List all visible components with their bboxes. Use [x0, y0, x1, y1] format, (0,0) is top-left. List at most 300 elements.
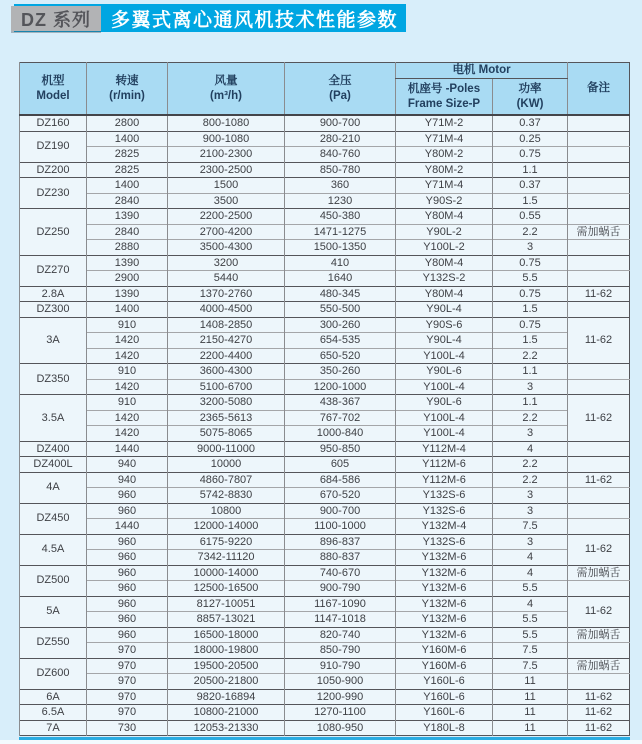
- frame-cell: Y132M-6: [396, 612, 493, 628]
- remark-cell: 需加蜗舌: [568, 627, 630, 643]
- power-cell: 0.75: [493, 255, 568, 271]
- power-cell: 0.55: [493, 209, 568, 225]
- model-cell: DZ450: [20, 503, 87, 534]
- banner: [0, 0, 642, 40]
- speed-cell: 960: [87, 488, 168, 504]
- remark-cell: [568, 488, 630, 504]
- airflow-cell: 12053-21330: [168, 720, 285, 736]
- airflow-cell: 10800: [168, 503, 285, 519]
- table-row: [20, 240, 630, 256]
- pressure-cell: 654-535: [285, 333, 396, 349]
- model-cell: 7A: [20, 720, 87, 736]
- remark-cell: [568, 519, 630, 535]
- remark-cell: [568, 457, 630, 473]
- remark-cell: 需加蜗舌: [568, 565, 630, 581]
- pressure-cell: 605: [285, 457, 396, 473]
- power-cell: 11: [493, 720, 568, 736]
- table-row: [20, 364, 630, 380]
- pressure-cell: 280-210: [285, 131, 396, 147]
- pressure-cell: 450-380: [285, 209, 396, 225]
- airflow-cell: 2700-4200: [168, 224, 285, 240]
- table-row: [20, 147, 630, 163]
- table-row: [20, 333, 630, 349]
- speed-cell: 1420: [87, 348, 168, 364]
- header-airflow: 风量 (m³/h): [168, 63, 285, 116]
- power-cell: 1.1: [493, 364, 568, 380]
- table-row: [20, 426, 630, 442]
- remark-cell: 11-62: [568, 689, 630, 705]
- model-cell: 4A: [20, 472, 87, 503]
- speed-cell: 970: [87, 689, 168, 705]
- speed-cell: 1420: [87, 426, 168, 442]
- pressure-cell: 767-702: [285, 410, 396, 426]
- speed-cell: 960: [87, 612, 168, 628]
- airflow-cell: 8857-13021: [168, 612, 285, 628]
- speed-cell: 970: [87, 674, 168, 690]
- table-row: [20, 286, 630, 302]
- speed-cell: 960: [87, 596, 168, 612]
- speed-cell: 2825: [87, 162, 168, 178]
- speed-cell: 1390: [87, 255, 168, 271]
- table-row: [20, 643, 630, 659]
- frame-cell: Y80M-2: [396, 147, 493, 163]
- frame-cell: Y80M-4: [396, 209, 493, 225]
- airflow-cell: 7342-11120: [168, 550, 285, 566]
- frame-cell: Y100L-4: [396, 410, 493, 426]
- airflow-cell: 2300-2500: [168, 162, 285, 178]
- pressure-cell: 740-670: [285, 565, 396, 581]
- remark-cell: [568, 674, 630, 690]
- model-cell: 4.5A: [20, 534, 87, 565]
- airflow-cell: 1500: [168, 178, 285, 194]
- power-cell: 7.5: [493, 519, 568, 535]
- frame-cell: Y160M-6: [396, 643, 493, 659]
- airflow-cell: 9000-11000: [168, 441, 285, 457]
- remark-cell: [568, 115, 630, 131]
- remark-cell: [568, 503, 630, 519]
- table-row: [20, 612, 630, 628]
- remark-cell: [568, 379, 630, 395]
- model-cell: DZ400: [20, 441, 87, 457]
- remark-cell: [568, 162, 630, 178]
- power-cell: 1.5: [493, 302, 568, 318]
- table-row: [20, 255, 630, 271]
- header-pressure: 全压 (Pa): [285, 63, 396, 116]
- airflow-cell: 4000-4500: [168, 302, 285, 318]
- remark-cell: [568, 643, 630, 659]
- pressure-cell: 1167-1090: [285, 596, 396, 612]
- bottom-strip: [0, 740, 642, 744]
- remark-cell: 需加蜗舌: [568, 224, 630, 240]
- pressure-cell: 900-790: [285, 581, 396, 597]
- power-cell: 5.5: [493, 581, 568, 597]
- speed-cell: 960: [87, 565, 168, 581]
- airflow-cell: 2365-5613: [168, 410, 285, 426]
- frame-cell: Y160L-6: [396, 674, 493, 690]
- airflow-cell: 3600-4300: [168, 364, 285, 380]
- table-row: [20, 348, 630, 364]
- model-cell: 6.5A: [20, 705, 87, 721]
- frame-cell: Y71M-4: [396, 131, 493, 147]
- pressure-cell: 900-700: [285, 115, 396, 131]
- table-row: [20, 178, 630, 194]
- airflow-cell: 2200-4400: [168, 348, 285, 364]
- remark-cell: [568, 302, 630, 318]
- frame-cell: Y180L-8: [396, 720, 493, 736]
- pressure-cell: 1050-900: [285, 674, 396, 690]
- model-cell: DZ600: [20, 658, 87, 689]
- frame-cell: Y112M-6: [396, 457, 493, 473]
- pressure-cell: 670-520: [285, 488, 396, 504]
- pressure-cell: 438-367: [285, 395, 396, 411]
- power-cell: 1.5: [493, 333, 568, 349]
- remark-cell: [568, 364, 630, 380]
- speed-cell: 2800: [87, 115, 168, 131]
- table-row: [20, 689, 630, 705]
- airflow-cell: 3200-5080: [168, 395, 285, 411]
- airflow-cell: 5440: [168, 271, 285, 287]
- pressure-cell: 1230: [285, 193, 396, 209]
- power-cell: 3: [493, 379, 568, 395]
- frame-cell: Y160M-6: [396, 658, 493, 674]
- airflow-cell: 3200: [168, 255, 285, 271]
- airflow-cell: 3500-4300: [168, 240, 285, 256]
- speed-cell: 970: [87, 658, 168, 674]
- table-row: [20, 115, 630, 131]
- frame-cell: Y132S-6: [396, 503, 493, 519]
- frame-cell: Y132M-4: [396, 519, 493, 535]
- frame-cell: Y132M-6: [396, 627, 493, 643]
- speed-cell: 960: [87, 503, 168, 519]
- airflow-cell: 10000: [168, 457, 285, 473]
- power-cell: 4: [493, 441, 568, 457]
- table-row: [20, 674, 630, 690]
- airflow-cell: 19500-20500: [168, 658, 285, 674]
- frame-cell: Y90L-6: [396, 395, 493, 411]
- airflow-cell: 8127-10051: [168, 596, 285, 612]
- pressure-cell: 550-500: [285, 302, 396, 318]
- table-row: [20, 209, 630, 225]
- model-cell: DZ300: [20, 302, 87, 318]
- table-row: [20, 581, 630, 597]
- speed-cell: 1440: [87, 441, 168, 457]
- header-frame-size: 机座号 -Poles Frame Size-P: [396, 79, 493, 116]
- power-cell: 3: [493, 488, 568, 504]
- power-cell: 3: [493, 426, 568, 442]
- speed-cell: 1440: [87, 519, 168, 535]
- table-row: [20, 720, 630, 736]
- power-cell: 2.2: [493, 348, 568, 364]
- table-row: [20, 565, 630, 581]
- power-cell: 0.75: [493, 317, 568, 333]
- power-cell: 0.25: [493, 131, 568, 147]
- speed-cell: 970: [87, 705, 168, 721]
- airflow-cell: 5100-6700: [168, 379, 285, 395]
- model-cell: 3A: [20, 317, 87, 364]
- remark-cell: 11-62: [568, 286, 630, 302]
- header-power: 功率 (KW): [493, 79, 568, 116]
- frame-cell: Y160L-6: [396, 689, 493, 705]
- table-row: [20, 627, 630, 643]
- pressure-cell: 1147-1018: [285, 612, 396, 628]
- table-row: [20, 457, 630, 473]
- power-cell: 1.1: [493, 162, 568, 178]
- speed-cell: 730: [87, 720, 168, 736]
- remark-cell: [568, 131, 630, 147]
- power-cell: 3: [493, 503, 568, 519]
- pressure-cell: 1270-1100: [285, 705, 396, 721]
- remark-cell: [568, 240, 630, 256]
- power-cell: 1.5: [493, 193, 568, 209]
- frame-cell: Y100L-2: [396, 240, 493, 256]
- table-row: [20, 317, 630, 333]
- airflow-cell: 3500: [168, 193, 285, 209]
- model-cell: DZ350: [20, 364, 87, 395]
- remark-cell: 11-62: [568, 317, 630, 364]
- model-cell: DZ250: [20, 209, 87, 256]
- pressure-cell: 350-260: [285, 364, 396, 380]
- power-cell: 5.5: [493, 627, 568, 643]
- pressure-cell: 900-700: [285, 503, 396, 519]
- header-motor: 电机 Motor: [396, 63, 568, 79]
- speed-cell: 2840: [87, 193, 168, 209]
- pressure-cell: 300-260: [285, 317, 396, 333]
- table-row: [20, 596, 630, 612]
- remark-cell: [568, 255, 630, 271]
- power-cell: 7.5: [493, 643, 568, 659]
- power-cell: 3: [493, 534, 568, 550]
- remark-cell: [568, 178, 630, 194]
- airflow-cell: 16500-18000: [168, 627, 285, 643]
- speed-cell: 910: [87, 317, 168, 333]
- table-row: [20, 488, 630, 504]
- power-cell: 4: [493, 565, 568, 581]
- frame-cell: Y112M-6: [396, 472, 493, 488]
- header-model: 机型 Model: [20, 63, 87, 116]
- speed-cell: 1390: [87, 286, 168, 302]
- speed-cell: 1390: [87, 209, 168, 225]
- speed-cell: 1420: [87, 333, 168, 349]
- series-label: DZ 系列: [21, 9, 91, 30]
- table-row: [20, 271, 630, 287]
- power-cell: 11: [493, 674, 568, 690]
- pressure-cell: 896-837: [285, 534, 396, 550]
- frame-cell: Y160L-6: [396, 705, 493, 721]
- airflow-cell: 2150-4270: [168, 333, 285, 349]
- speed-cell: 2825: [87, 147, 168, 163]
- model-cell: DZ200: [20, 162, 87, 178]
- model-cell: DZ400L: [20, 457, 87, 473]
- speed-cell: 2880: [87, 240, 168, 256]
- speed-cell: 960: [87, 534, 168, 550]
- pressure-cell: 820-740: [285, 627, 396, 643]
- remark-cell: 11-62: [568, 395, 630, 442]
- airflow-cell: 18000-19800: [168, 643, 285, 659]
- model-cell: 6A: [20, 689, 87, 705]
- table-row: [20, 162, 630, 178]
- table-row: [20, 131, 630, 147]
- remark-cell: [568, 581, 630, 597]
- model-cell: DZ190: [20, 131, 87, 162]
- frame-cell: Y100L-4: [396, 426, 493, 442]
- power-cell: 2.2: [493, 457, 568, 473]
- power-cell: 2.2: [493, 224, 568, 240]
- table-row: [20, 395, 630, 411]
- power-cell: 5.5: [493, 271, 568, 287]
- power-cell: 0.75: [493, 286, 568, 302]
- power-cell: 7.5: [493, 658, 568, 674]
- frame-cell: Y71M-4: [396, 178, 493, 194]
- remark-cell: [568, 147, 630, 163]
- frame-cell: Y132S-6: [396, 488, 493, 504]
- airflow-cell: 10000-14000: [168, 565, 285, 581]
- power-cell: 4: [493, 596, 568, 612]
- spec-table-body: [20, 115, 630, 736]
- airflow-cell: 12500-16500: [168, 581, 285, 597]
- pressure-cell: 850-780: [285, 162, 396, 178]
- power-cell: 11: [493, 705, 568, 721]
- remark-cell: 需加蜗舌: [568, 658, 630, 674]
- airflow-cell: 6175-9220: [168, 534, 285, 550]
- airflow-cell: 4860-7807: [168, 472, 285, 488]
- remark-cell: [568, 209, 630, 225]
- model-cell: DZ270: [20, 255, 87, 286]
- page-title: 多翼式离心通风机技术性能参数: [111, 9, 399, 31]
- airflow-cell: 900-1080: [168, 131, 285, 147]
- power-cell: 11: [493, 689, 568, 705]
- speed-cell: 1400: [87, 178, 168, 194]
- table-row: [20, 441, 630, 457]
- frame-cell: Y90L-2: [396, 224, 493, 240]
- model-cell: 3.5A: [20, 395, 87, 442]
- speed-cell: 1400: [87, 302, 168, 318]
- power-cell: 2.2: [493, 472, 568, 488]
- model-cell: DZ160: [20, 115, 87, 131]
- pressure-cell: 1471-1275: [285, 224, 396, 240]
- power-cell: 0.37: [493, 178, 568, 194]
- model-cell: DZ550: [20, 627, 87, 658]
- airflow-cell: 2200-2500: [168, 209, 285, 225]
- pressure-cell: 1200-990: [285, 689, 396, 705]
- remark-cell: 11-62: [568, 705, 630, 721]
- pressure-cell: 880-837: [285, 550, 396, 566]
- speed-cell: 2900: [87, 271, 168, 287]
- pressure-cell: 850-790: [285, 643, 396, 659]
- frame-cell: Y90L-4: [396, 333, 493, 349]
- airflow-cell: 5075-8065: [168, 426, 285, 442]
- airflow-cell: 1370-2760: [168, 286, 285, 302]
- remark-cell: 11-62: [568, 720, 630, 736]
- power-cell: 0.37: [493, 115, 568, 131]
- speed-cell: 1420: [87, 379, 168, 395]
- pressure-cell: 360: [285, 178, 396, 194]
- airflow-cell: 2100-2300: [168, 147, 285, 163]
- remark-cell: 11-62: [568, 596, 630, 627]
- airflow-cell: 9820-16894: [168, 689, 285, 705]
- pressure-cell: 1080-950: [285, 720, 396, 736]
- airflow-cell: 12000-14000: [168, 519, 285, 535]
- model-cell: 5A: [20, 596, 87, 627]
- table-row: [20, 550, 630, 566]
- frame-cell: Y100L-4: [396, 379, 493, 395]
- table-row: [20, 379, 630, 395]
- power-cell: 5.5: [493, 612, 568, 628]
- table-row: [20, 472, 630, 488]
- speed-cell: 910: [87, 364, 168, 380]
- pressure-cell: 950-850: [285, 441, 396, 457]
- pressure-cell: 684-586: [285, 472, 396, 488]
- frame-cell: Y112M-4: [396, 441, 493, 457]
- frame-cell: Y71M-2: [396, 115, 493, 131]
- speed-cell: 1400: [87, 131, 168, 147]
- frame-cell: Y132M-6: [396, 596, 493, 612]
- table-row: [20, 519, 630, 535]
- speed-cell: 940: [87, 457, 168, 473]
- model-cell: 2.8A: [20, 286, 87, 302]
- speed-cell: 960: [87, 550, 168, 566]
- pressure-cell: 910-790: [285, 658, 396, 674]
- power-cell: 4: [493, 550, 568, 566]
- pressure-cell: 410: [285, 255, 396, 271]
- frame-cell: Y90S-6: [396, 317, 493, 333]
- airflow-cell: 20500-21800: [168, 674, 285, 690]
- frame-cell: Y80M-2: [396, 162, 493, 178]
- remark-cell: [568, 193, 630, 209]
- table-row: [20, 705, 630, 721]
- table-row: [20, 302, 630, 318]
- power-cell: 3: [493, 240, 568, 256]
- remark-cell: [568, 271, 630, 287]
- frame-cell: Y132M-6: [396, 565, 493, 581]
- table-wrap: [19, 62, 630, 740]
- pressure-cell: 480-345: [285, 286, 396, 302]
- table-header: [20, 63, 630, 116]
- frame-cell: Y90S-2: [396, 193, 493, 209]
- frame-cell: Y132S-2: [396, 271, 493, 287]
- header-speed: 转速 (r/min): [87, 63, 168, 116]
- spec-table: [19, 62, 630, 736]
- remark-cell: 11-62: [568, 472, 630, 488]
- remark-cell: 11-62: [568, 534, 630, 565]
- pressure-cell: 1500-1350: [285, 240, 396, 256]
- series-badge: [11, 6, 101, 31]
- speed-cell: 940: [87, 472, 168, 488]
- model-cell: DZ500: [20, 565, 87, 596]
- airflow-cell: 800-1080: [168, 115, 285, 131]
- table-row: [20, 193, 630, 209]
- airflow-cell: 1408-2850: [168, 317, 285, 333]
- pressure-cell: 1640: [285, 271, 396, 287]
- frame-cell: Y80M-4: [396, 255, 493, 271]
- airflow-cell: 10800-21000: [168, 705, 285, 721]
- frame-cell: Y90L-4: [396, 302, 493, 318]
- table-row: [20, 658, 630, 674]
- speed-cell: 910: [87, 395, 168, 411]
- power-cell: 1.1: [493, 395, 568, 411]
- frame-cell: Y132M-6: [396, 550, 493, 566]
- speed-cell: 960: [87, 627, 168, 643]
- table-row: [20, 224, 630, 240]
- speed-cell: 970: [87, 643, 168, 659]
- frame-cell: Y90L-6: [396, 364, 493, 380]
- frame-cell: Y132M-6: [396, 581, 493, 597]
- frame-cell: Y100L-4: [396, 348, 493, 364]
- remark-cell: [568, 441, 630, 457]
- airflow-cell: 5742-8830: [168, 488, 285, 504]
- frame-cell: Y132S-6: [396, 534, 493, 550]
- speed-cell: 960: [87, 581, 168, 597]
- power-cell: 2.2: [493, 410, 568, 426]
